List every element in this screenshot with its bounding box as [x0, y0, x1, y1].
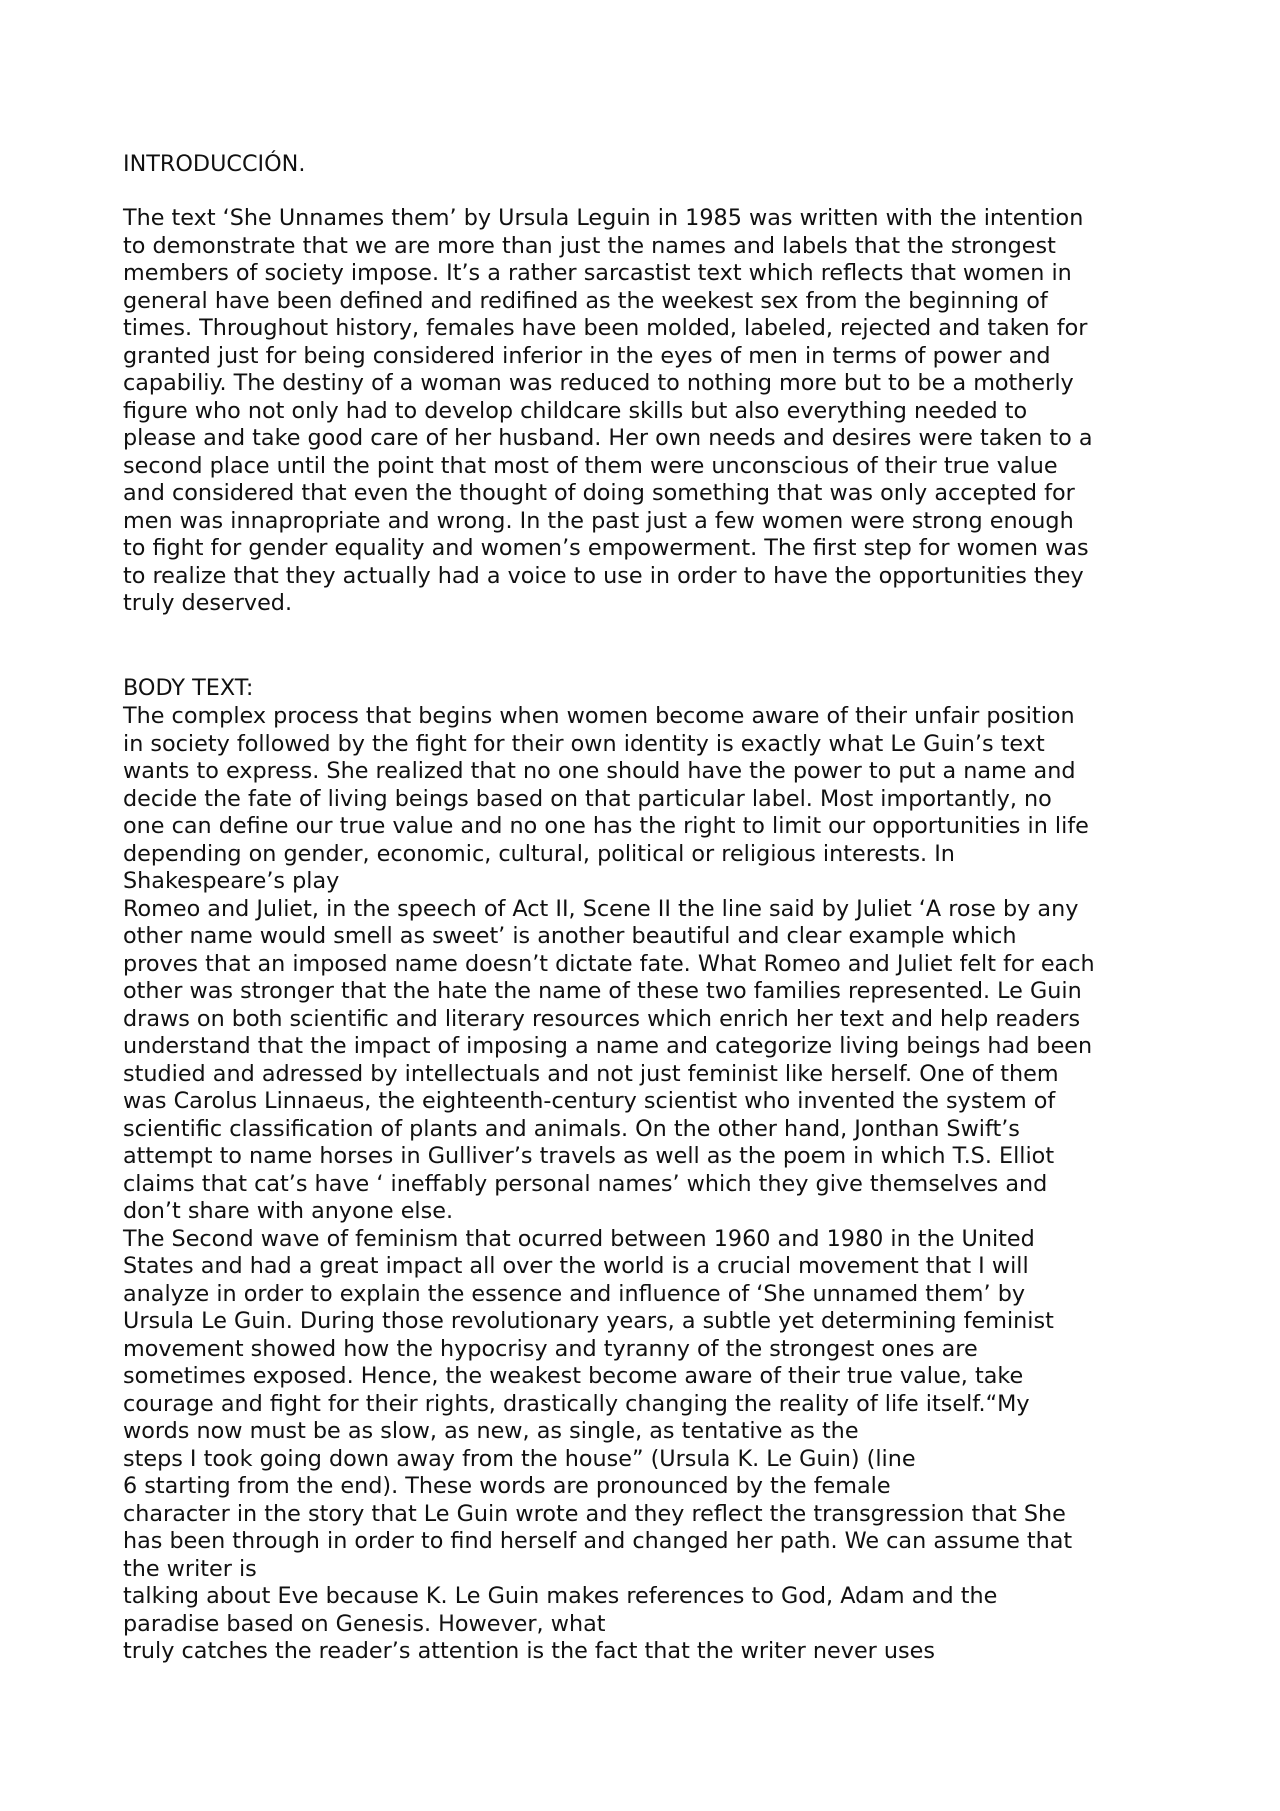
body-line: attempt to name horses in Gulliver’s travels as well as the poem in which T.S. Elliot [123, 1143, 1055, 1169]
intro-line: times. Throughout history, females have been molded, labeled, rejected and taken for [123, 315, 1088, 341]
intro-line: general have been defined and redifined as the weekest sex from the beginning of [123, 287, 1048, 314]
body-line: don’t share with anyone else. [123, 1198, 454, 1224]
intro-paragraph [123, 205, 1173, 618]
body-line: understand that the impact of imposing a name and categorize living beings had been [123, 1033, 1093, 1059]
body-line: words now must be as slow, as new, as single, as tentative as the [123, 1418, 859, 1444]
intro-line: to realize that they actually had a voice to use in order to have the opportunities they [123, 562, 1084, 589]
body-line: States and had a great impact all over the world is a crucial movement that I will [123, 1253, 1029, 1279]
body-line: Shakespeare’s play [123, 868, 340, 894]
body-line: decide the fate of living beings based on that particular label. Most importantly, no [123, 785, 1052, 812]
body-line: 6 starting from the end). These words are pronounced by the female [123, 1473, 891, 1499]
body-heading-text: BODY TEXT: [123, 675, 254, 701]
body-line: depending on gender, economic, cultural, political or religious interests. In [123, 840, 955, 867]
body-line: courage and fight for their rights, drastically changing the reality of life itself.“My [123, 1390, 1030, 1417]
body-line: The complex process that begins when women become aware of their unfair position [123, 703, 1075, 729]
body-line: paradise based on Genesis. However, what [123, 1610, 606, 1637]
body-line: claims that cat’s have ‘ ineffably personal names’ which they give themselves and [123, 1170, 1048, 1197]
body-line: Romeo and Juliet, in the speech of Act II, Scene II the line said by Juliet ‘A rose by any [123, 895, 1079, 922]
intro-line: to demonstrate that we are more than just the names and labels that the strongest [123, 232, 1056, 259]
body-line: movement showed how the hypocrisy and tyranny of the strongest ones are [123, 1335, 978, 1362]
body-line: Ursula Le Guin. During those revolutionary years, a subtle yet determining feminist [123, 1308, 1054, 1334]
body-line: wants to express. She realized that no one should have the power to put a name and [123, 758, 1076, 784]
body-line: talking about Eve because K. Le Guin makes references to God, Adam and the [123, 1583, 998, 1609]
body-line: scientific classification of plants and animals. On the other hand, Jonthan Swift’s [123, 1115, 1020, 1142]
body-line: character in the story that Le Guin wrote and they reflect the transgression that She [123, 1500, 1066, 1527]
body-line: one can define our true value and no one has the right to limit our opportunities in life [123, 813, 1089, 839]
body-line: the writer is [123, 1555, 257, 1582]
intro-line: to fight for gender equality and women’s empowerment. The first step for women was [123, 535, 1089, 561]
body-paragraph [123, 703, 1173, 1666]
body-line: truly catches the reader’s attention is the fact that the writer never uses [123, 1638, 935, 1664]
body-line: other name would smell as sweet’ is another beautiful and clear example which [123, 923, 1017, 949]
intro-heading-text: INTRODUCCIÓN. [123, 151, 306, 177]
body-line: in society followed by the fight for their own identity is exactly what Le Guin’s text [123, 730, 1045, 757]
body-line: sometimes exposed. Hence, the weakest become aware of their true value, take [123, 1363, 1024, 1389]
intro-heading [123, 151, 1173, 179]
intro-line: figure who not only had to develop childcare skills but also everything needed to [123, 397, 1028, 424]
body-line: draws on both scientific and literary resources which enrich her text and help readers [123, 1005, 1081, 1032]
intro-line: members of society impose. It’s a rather sarcastist text which reflects that women in [123, 260, 1072, 286]
body-line: analyze in order to explain the essence and influence of ‘She unnamed them’ by [123, 1280, 1026, 1307]
intro-line: please and take good care of her husband. Her own needs and desires were taken to a [123, 425, 1093, 451]
body-line: other was stronger that the hate the name of these two families represented. Le Guin [123, 978, 1082, 1004]
intro-line: The text ‘She Unnames them’ by Ursula Leguin in 1985 was written with the intention [123, 205, 1084, 231]
body-heading [123, 675, 1173, 703]
body-line: studied and adressed by intellectuals and not just feminist like herself. One of them [123, 1060, 1059, 1087]
intro-line: capabiliy. The destiny of a woman was reduced to nothing more but to be a motherly [123, 370, 1074, 396]
intro-line: granted just for being considered inferior in the eyes of men in terms of power and [123, 342, 1051, 369]
intro-line: second place until the point that most of them were unconscious of their true value [123, 452, 1058, 479]
body-line: steps I took going down away from the house” (Ursula K. Le Guin) (line [123, 1445, 916, 1472]
body-line: The Second wave of feminism that ocurred between 1960 and 1980 in the United [123, 1225, 1035, 1252]
body-line: proves that an imposed name doesn’t dictate fate. What Romeo and Juliet felt for each [123, 950, 1095, 977]
intro-line: and considered that even the thought of doing something that was only accepted for [123, 480, 1075, 506]
body-line: was Carolus Linnaeus, the eighteenth-century scientist who invented the system of [123, 1088, 1056, 1114]
body-line: has been through in order to find herself and changed her path. We can assume that [123, 1528, 1073, 1554]
intro-line: truly deserved. [123, 590, 293, 616]
intro-line: men was innapropriate and wrong. In the past just a few women were strong enough [123, 507, 1074, 534]
